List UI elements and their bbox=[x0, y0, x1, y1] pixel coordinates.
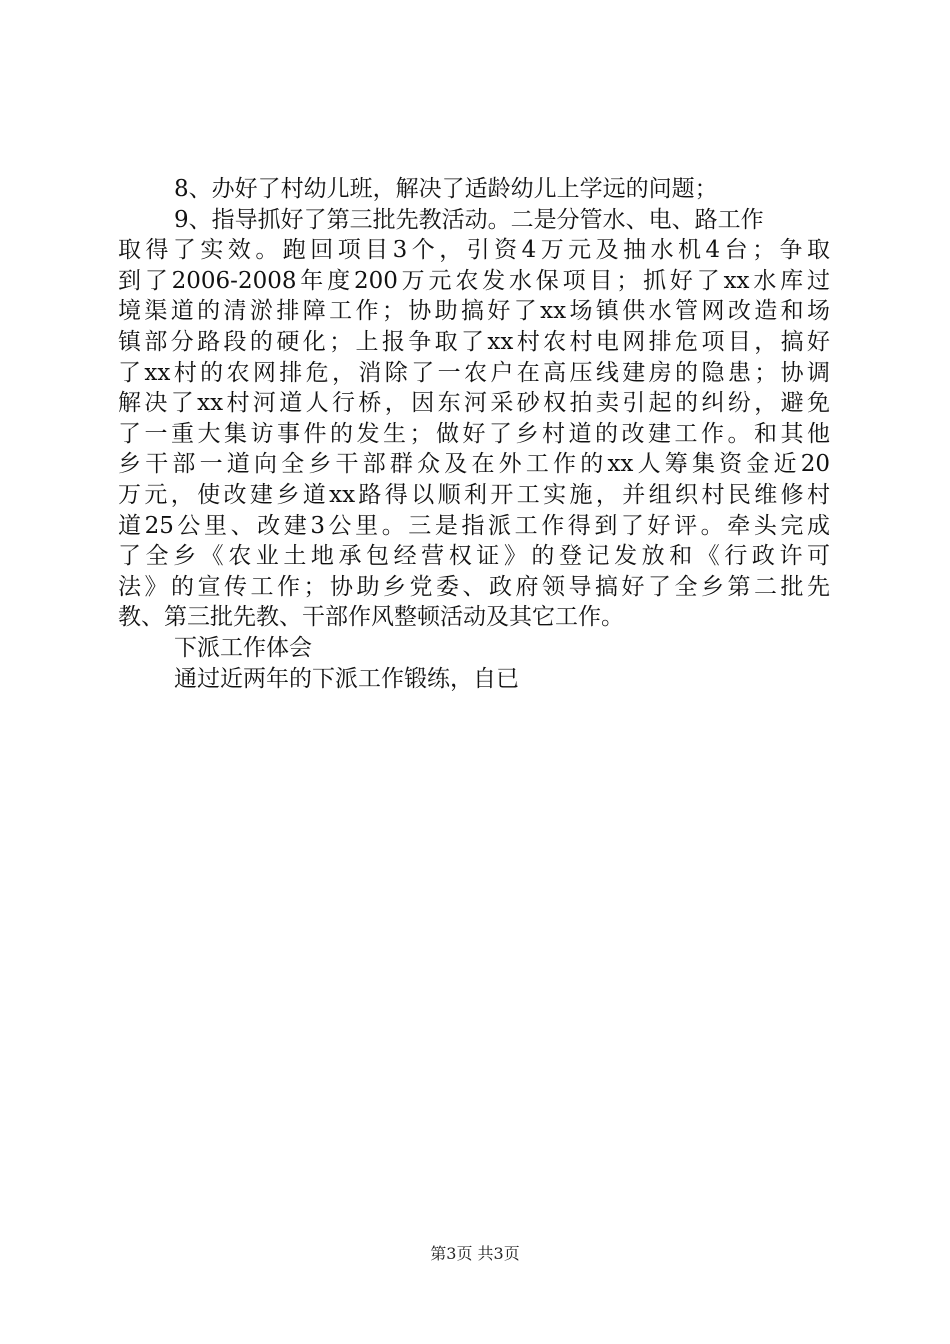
paragraph-line: 法》的宣传工作；协助乡党委、政府领导搞好了全乡第二批先 bbox=[118, 573, 830, 600]
paragraph-line: 取得了实效。跑回项目3个，引资4万元及抽水机4台；争取 bbox=[118, 237, 830, 264]
page-number-footer: 第3页 共3页 bbox=[430, 1244, 520, 1263]
paragraph-line-item-9: 9、指导抓好了第三批先教活动。二是分管水、电、路工作 bbox=[174, 206, 764, 233]
paragraph-line: 到了2006-2008年度200万元农发水保项目；抓好了xx水库过 bbox=[118, 267, 830, 294]
paragraph-line: 镇部分路段的硬化；上报争取了xx村农村电网排危项目，搞好 bbox=[118, 328, 830, 355]
paragraph-line: 解决了xx村河道人行桥，因东河采砂权拍卖引起的纠纷，避免 bbox=[118, 390, 830, 417]
paragraph-line: 教、第三批先教、干部作风整顿活动及其它工作。 bbox=[118, 604, 624, 631]
paragraph-line: 了一重大集访事件的发生；做好了乡村道的改建工作。和其他 bbox=[118, 420, 830, 447]
paragraph-line: 万元，使改建乡道xx路得以顺利开工实施，并组织村民维修村 bbox=[118, 481, 830, 508]
document-body bbox=[118, 174, 830, 694]
paragraph-line: 道25公里、改建3公里。三是指派工作得到了好评。牵头完成 bbox=[118, 512, 830, 539]
paragraph-line-item-8: 8、办好了村幼儿班，解决了适龄幼儿上学远的问题； bbox=[174, 176, 718, 202]
section-heading: 下派工作体会 bbox=[174, 634, 312, 661]
paragraph-line: 通过近两年的下派工作锻练，自已 bbox=[174, 665, 519, 692]
paragraph-line: 了全乡《农业土地承包经营权证》的登记发放和《行政许可 bbox=[118, 543, 830, 570]
paragraph-line: 了xx村的农网排危，消除了一农户在高压线建房的隐患；协调 bbox=[118, 359, 830, 386]
paragraph-line: 乡干部一道向全乡干部群众及在外工作的xx人筹集资金近20 bbox=[118, 451, 830, 478]
paragraph-line: 境渠道的清淤排障工作；协助搞好了xx场镇供水管网改造和场 bbox=[118, 298, 830, 325]
